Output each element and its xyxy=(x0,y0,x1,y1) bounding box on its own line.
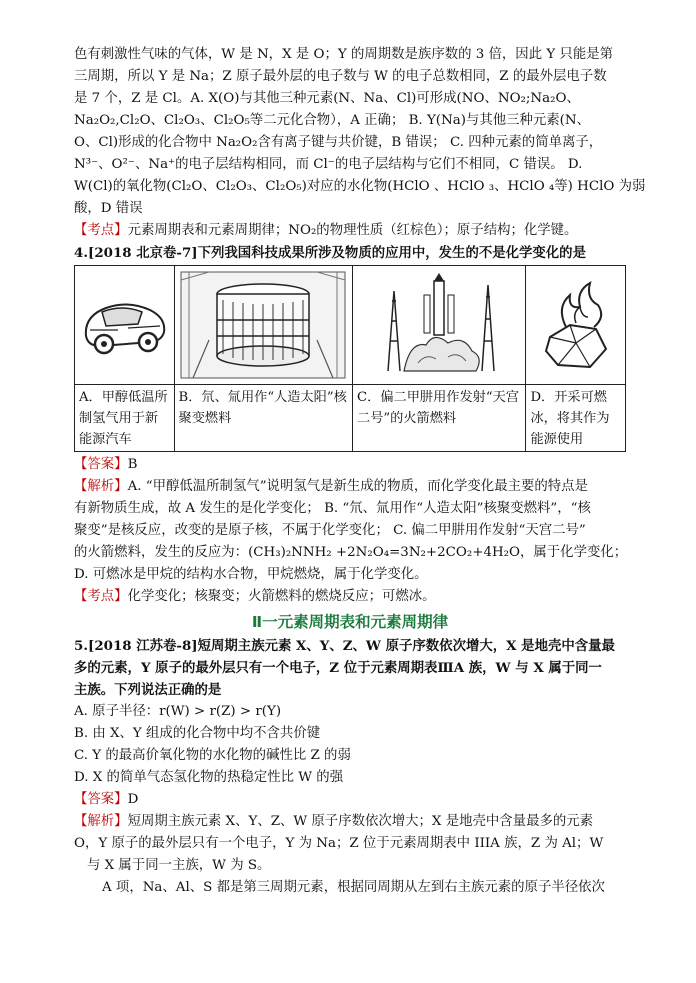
option-a: A. 原子半径：r(W) > r(Z) > r(Y) xyxy=(74,704,282,719)
analysis-tag: 【解析】 xyxy=(74,479,128,494)
option-c-text: C．偏二甲肼用作发射“天宫二号”的火箭燃料 xyxy=(353,385,526,452)
analysis-line: A 项，Na、Al、S 都是第三周期元素，根据同周期从左到右主族元素的原子半径依次 xyxy=(102,880,605,895)
explanation-line: 是 7 个，Z 是 Cl。A. X(O)与其他三种元素(N、Na、Cl)可形成(NO、NO₂;Na₂O、 xyxy=(74,91,580,106)
question-4-figure-table xyxy=(74,265,626,452)
answer-tag: 【答案】 xyxy=(74,792,128,807)
question-5-title: 多的元素，Y 原子的最外层只有一个电子，Z 位于元素周期表ⅢA 族，W 与 X 属于同一 xyxy=(74,660,602,676)
explanation-line: 三周期，所以 Y 是 Na；Z 原子最外层的电子数与 W 的电子总数相同，Z 的最外层电子数 xyxy=(74,69,607,84)
answer-value: D xyxy=(127,792,139,807)
kaodian-text: 元素周期表和元素周期律；NO₂的物理性质（红棕色）；原子结构；化学键。 xyxy=(127,223,578,238)
answer-tag: 【答案】 xyxy=(74,457,128,472)
analysis-tag: 【解析】 xyxy=(74,814,128,829)
analysis-line: 聚变”是核反应，改变的是原子核，不属于化学变化； C. 偏二甲肼用作发射“天宫二号” xyxy=(74,523,586,538)
explanation-line: 酸，D 错误 xyxy=(74,201,143,216)
methanol-car-icon xyxy=(78,286,170,364)
kaodian-text: 化学变化；核聚变；火箭燃料的燃烧反应；可燃冰。 xyxy=(127,589,436,604)
burning-ice-icon xyxy=(536,277,616,373)
analysis-line: D. 可燃冰是甲烷的结构水合物，甲烷燃烧，属于化学变化。 xyxy=(74,567,428,582)
question-5-title: 主族。下列说法正确的是 xyxy=(74,682,222,698)
analysis-line: A. “甲醇低温所制氢气”说明氢气是新生成的物质，而化学变化最主要的特点是 xyxy=(127,479,588,494)
kaodian-block xyxy=(74,586,626,608)
option-b-text: B．氘、氚用作“人造太阳”核聚变燃料 xyxy=(174,385,353,452)
option-a-text: A．甲醇低温所制氢气用于新能源汽车 xyxy=(75,385,175,452)
analysis-block xyxy=(74,476,626,498)
analysis-line: 有新物质生成，故 A 发生的是化学变化； B. “氘、氚用作“人造太阳”核聚变燃料”，“核 xyxy=(74,501,591,516)
option-d-image xyxy=(526,266,626,385)
option-c-image xyxy=(353,266,526,385)
option-d-text: D．开采可燃冰，将其作为能源使用 xyxy=(526,385,626,452)
answer-block xyxy=(74,789,626,811)
analysis-line: 短周期主族元素 X、Y、Z、W 原子序数依次增大；X 是地壳中含量最多的元素 xyxy=(127,814,594,829)
fusion-reactor-icon xyxy=(179,270,347,380)
option-b-image xyxy=(174,266,353,385)
question-5-title: 5.[2018 江苏卷-8]短周期主族元素 X、Y、Z、W 原子序数依次增大，X 是地壳中含量最 xyxy=(74,638,615,654)
analysis-block xyxy=(74,811,626,833)
answer-block xyxy=(74,454,626,476)
rocket-launch-icon xyxy=(364,271,514,379)
analysis-line: 与 X 属于同一主族，W 为 S。 xyxy=(87,858,271,873)
option-c: C. Y 的最高价氧化物的水化物的碱性比 Z 的弱 xyxy=(74,748,351,763)
explanation-line: 色有刺激性气味的气体，W 是 N，X 是 O；Y 的周期数是族序数的 3 倍，因此 Y 只能是第 xyxy=(74,47,613,62)
option-b: B. 由 X、Y 组成的化合物中均不含共价键 xyxy=(74,726,321,741)
explanation-line: W(Cl)的氧化物(Cl₂O、Cl₂O₃、Cl₂O₅)对应的水化物(HClO 、HClO ₃、HClO ₄等) HClO 为弱 xyxy=(74,179,646,194)
kaodian-tag: 【考点】 xyxy=(74,223,128,238)
question-4-title: 4.[2018 北京卷-7]下列我国科技成果所涉及物质的应用中，发生的不是化学变化的是 xyxy=(74,245,586,261)
answer-value: B xyxy=(127,457,138,472)
explanation-line: O、Cl)形成的化合物中 Na₂O₂含有离子键与共价键，B 错误； C. 四种元素的简单离子， xyxy=(74,135,603,150)
kaodian-tag: 【考点】 xyxy=(74,589,128,604)
document-page xyxy=(74,44,646,899)
explanation-line: Na₂O₂,Cl₂O、Cl₂O₃、Cl₂O₅等二元化合物），A 正确； B. Y(Na)与其他三种元素(N、 xyxy=(74,113,590,128)
explanation-line: N³⁻、O²⁻、Na⁺的电子层结构相同，而 Cl⁻的电子层结构与它们不相同，C 错误。 D. xyxy=(74,157,583,172)
option-d: D. X 的简单气态氢化物的热稳定性比 W 的强 xyxy=(74,770,344,785)
kaodian-block xyxy=(74,220,626,242)
analysis-line: O，Y 原子的最外层只有一个电子，Y 为 Na；Z 位于元素周期表中 IIIA 族，Z 为 Al；W xyxy=(74,836,604,851)
option-a-image xyxy=(75,266,175,385)
section-title: Ⅱ一元素周期表和元素周期律 xyxy=(251,613,449,631)
analysis-line: 的火箭燃料，发生的反应为：(CH₃)₂NNH₂ +2N₂O₄=3N₂+2CO₂+4H₂O，属于化学变化； xyxy=(74,545,628,560)
